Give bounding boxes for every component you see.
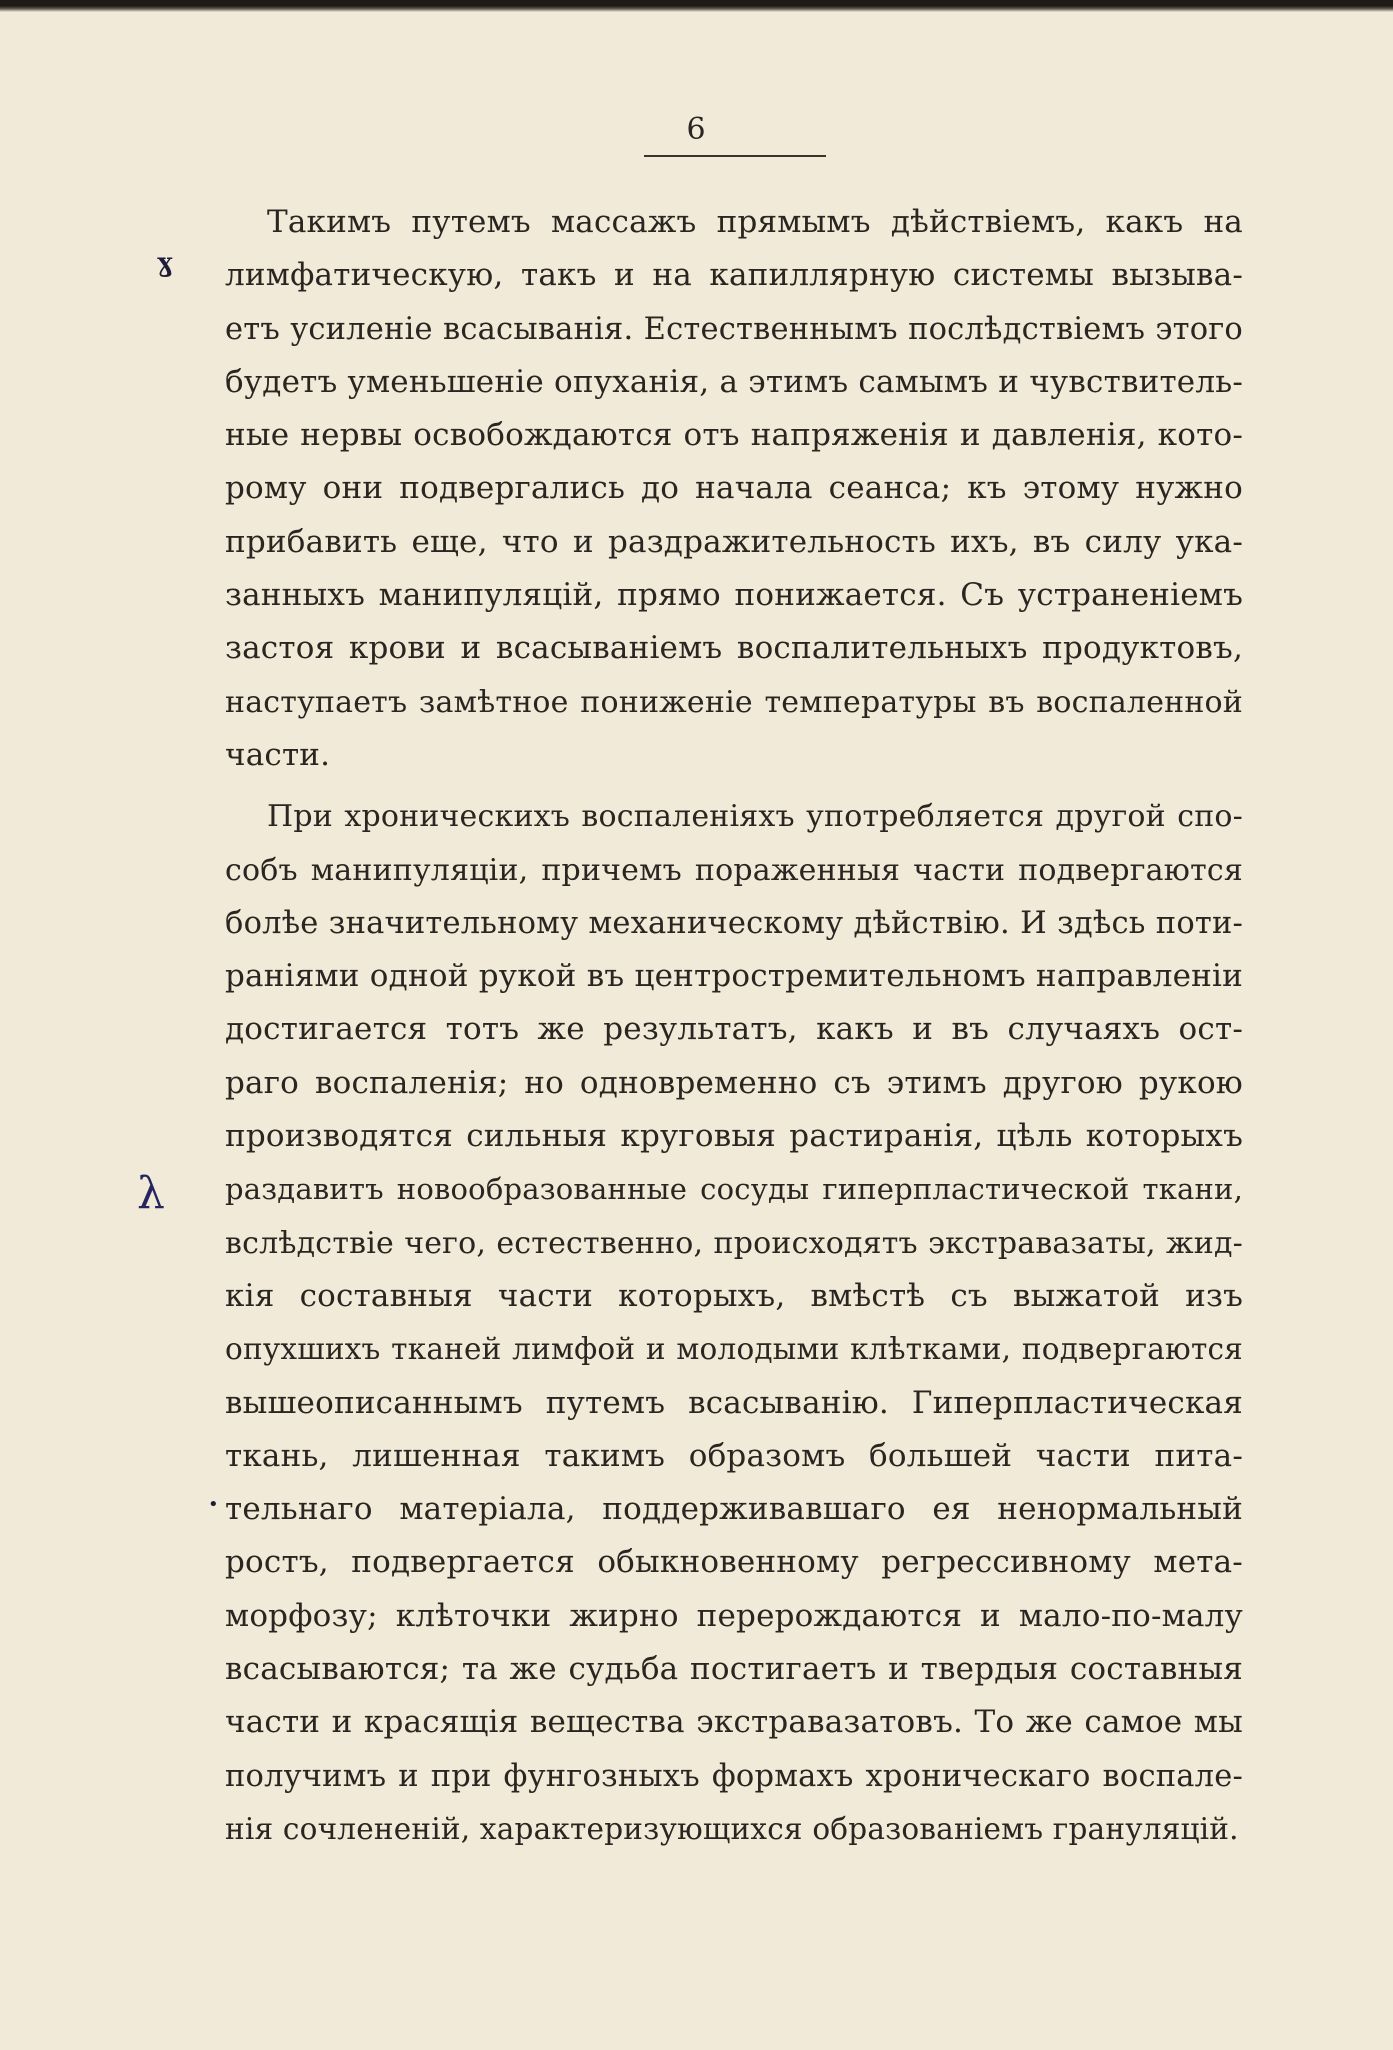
- header-rule: [644, 155, 826, 157]
- text-line: будетъ уменьшеніе опуханія, а этимъ самымъ и чувствитель-: [225, 363, 1243, 400]
- text-line: части.: [225, 736, 331, 773]
- page-top-edge: [0, 0, 1393, 12]
- text-line: собъ манипуляціи, причемъ пораженныя части подвергаются: [225, 852, 1243, 888]
- text-line: кія составныя части которыхъ, вмѣстѣ съ выжатой изъ: [225, 1277, 1243, 1314]
- text-line: морфозу; клѣточки жирно перерождаются и мало-по-малу: [225, 1597, 1243, 1634]
- page-number: 6: [686, 112, 707, 147]
- text-line: ростъ, подвергается обыкновенному регрессивному мета-: [225, 1544, 1243, 1581]
- paragraph-1: [225, 196, 1243, 782]
- text-line: наступаетъ замѣтное пониженіе температуры въ воспаленной: [225, 684, 1243, 720]
- text-line: етъ усиленіе всасыванія. Естественнымъ послѣдствіемъ этого: [225, 311, 1243, 347]
- text-line: тельнаго матеріала, поддерживавшаго ея ненормальный: [225, 1491, 1243, 1528]
- text-line: занныхъ манипуляцій, прямо понижается. Съ устраненіемъ: [225, 577, 1243, 614]
- text-line: раздавитъ новообразованные сосуды гиперпластической ткани,: [225, 1172, 1243, 1207]
- text-line: застоя крови и всасываніемъ воспалительныхъ продуктовъ,: [225, 630, 1243, 667]
- text-line: рому они подвергались до начала сеанса; къ этому нужно: [225, 470, 1243, 507]
- text-line: вслѣдствіе чего, естественно, происходятъ экстравазаты, жид-: [225, 1225, 1243, 1261]
- text-line: ные нервы освобождаются отъ напряженія и давленія, кото-: [225, 417, 1243, 454]
- text-line: достигается тотъ же результатъ, какъ и въ случаяхъ ост-: [225, 1011, 1243, 1048]
- text-line: раго воспаленія; но одновременно съ этимъ другою рукою: [225, 1064, 1243, 1101]
- text-line: нія сочлененій, характеризующихся образованіемъ грануляцій.: [225, 1811, 1239, 1846]
- margin-mark: •: [208, 1494, 219, 1515]
- margin-mark: ɣ: [157, 248, 173, 278]
- text-line: всасываются; та же судьба постигаетъ и твердыя составныя: [225, 1651, 1243, 1688]
- text-line: производятся сильныя круговыя растиранія, цѣль которыхъ: [225, 1118, 1243, 1155]
- text-line: При хроническихъ воспаленіяхъ употребляется другой спо-: [267, 799, 1243, 835]
- text-line: части и красящія вещества экстравазатовъ. То же самое мы: [225, 1704, 1243, 1741]
- text-line: болѣе значительному механическому дѣйствію. И здѣсь поти-: [225, 905, 1243, 941]
- text-line: прибавить еще, что и раздражительность ихъ, въ силу ука-: [225, 523, 1243, 560]
- text-line: лимфатическую, такъ и на капиллярную системы вызыва-: [225, 257, 1243, 294]
- text-line: Такимъ путемъ массажъ прямымъ дѣйствіемъ, какъ на: [267, 204, 1243, 240]
- text-line: опухшихъ тканей лимфой и молодыми клѣтками, подвергаются: [225, 1332, 1243, 1367]
- body-text: [225, 196, 1243, 1856]
- text-line: вышеописаннымъ путемъ всасыванію. Гиперпластическая: [225, 1384, 1243, 1421]
- paragraph-2: [225, 790, 1243, 1856]
- margin-mark: λ: [137, 1168, 165, 1219]
- text-line: получимъ и при фунгозныхъ формахъ хроническаго воспале-: [225, 1758, 1243, 1794]
- text-line: раніями одной рукой въ центростремительномъ направленіи: [225, 958, 1243, 995]
- text-line: ткань, лишенная такимъ образомъ большей части пита-: [225, 1437, 1243, 1474]
